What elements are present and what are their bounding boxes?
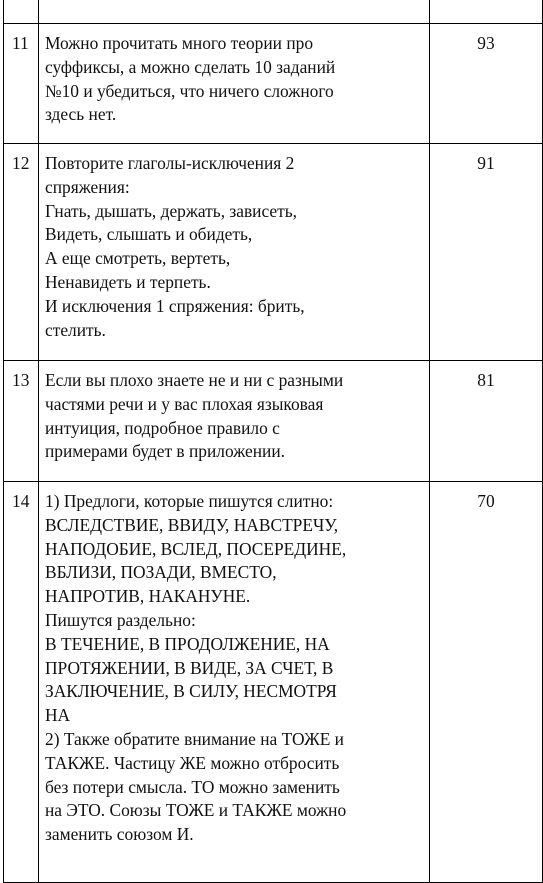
row-text-cell <box>39 0 430 24</box>
row-value: 70 <box>477 491 495 511</box>
row-number-cell <box>4 24 39 144</box>
row-number: 12 <box>12 153 30 173</box>
row-text-cell <box>39 144 430 361</box>
table-row <box>4 361 543 482</box>
row-number <box>4 0 38 5</box>
row-number: 13 <box>12 370 30 390</box>
row-text: Если вы плохо знаете не и ни с разными частями речи и у вас плохая языковая интуиция, подробное правило с примерами будет в приложении. <box>45 370 344 462</box>
table-row <box>4 144 543 361</box>
row-value-cell <box>430 361 543 482</box>
row-value-cell <box>430 482 543 883</box>
row-value-cell <box>430 0 543 24</box>
table-row <box>4 24 543 144</box>
row-number-cell <box>4 361 39 482</box>
row-value-cell <box>430 144 543 361</box>
row-text-cell <box>39 24 430 144</box>
row-number-cell <box>4 144 39 361</box>
row-text: Повторите глаголы-исключения 2 спряжения: Гнать, дышать, держать, зависеть, Видеть, слышать и обидеть, А еще смотреть, вертеть, Ненавидеть и терпеть. И исключения 1 спряжения: брить, стелить. <box>45 153 305 340</box>
row-text-cell <box>39 482 430 883</box>
rules-table <box>3 0 543 883</box>
row-number: 14 <box>12 491 30 511</box>
row-text: Можно прочитать много теории про суффиксы, а можно сделать 10 заданий №10 и убедиться, что ничего сложного здесь нет. <box>45 33 336 125</box>
table-row <box>4 0 543 24</box>
row-number: 11 <box>12 33 29 53</box>
row-text: 1) Предлоги, которые пишутся слитно: ВСЛЕДСТВИЕ, ВВИДУ, НАВСТРЕЧУ, НАПОДОБИЕ, ВСЛЕД, ПОСЕРЕДИНЕ, ВБЛИЗИ, ПОЗАДИ, ВМЕСТО, НАПРОТИВ, НАКАНУНЕ. Пишутся раздельно: В ТЕЧЕНИЕ, В ПРОДОЛЖЕНИЕ, НА ПРОТЯЖЕНИИ, В ВИДЕ, ЗА СЧЕТ, В ЗАКЛЮЧЕНИЕ, В СИЛУ, НЕСМОТРЯ НА 2) Также обратите внимание на ТОЖЕ и ТАКЖЕ. Частицу ЖЕ можно отбросить без потери смысла. ТО можно заменить на ЭТО. Союзы ТОЖЕ и ТАКЖЕ можно заменить союзом И. <box>45 491 347 845</box>
row-number-cell <box>4 482 39 883</box>
row-text-cell <box>39 361 430 482</box>
row-text <box>39 0 429 5</box>
row-value-cell <box>430 24 543 144</box>
row-value: 93 <box>477 33 495 53</box>
row-value: 81 <box>477 370 495 390</box>
table-row <box>4 482 543 883</box>
row-value: 91 <box>477 153 495 173</box>
row-number-cell <box>4 0 39 24</box>
row-value <box>430 0 542 5</box>
